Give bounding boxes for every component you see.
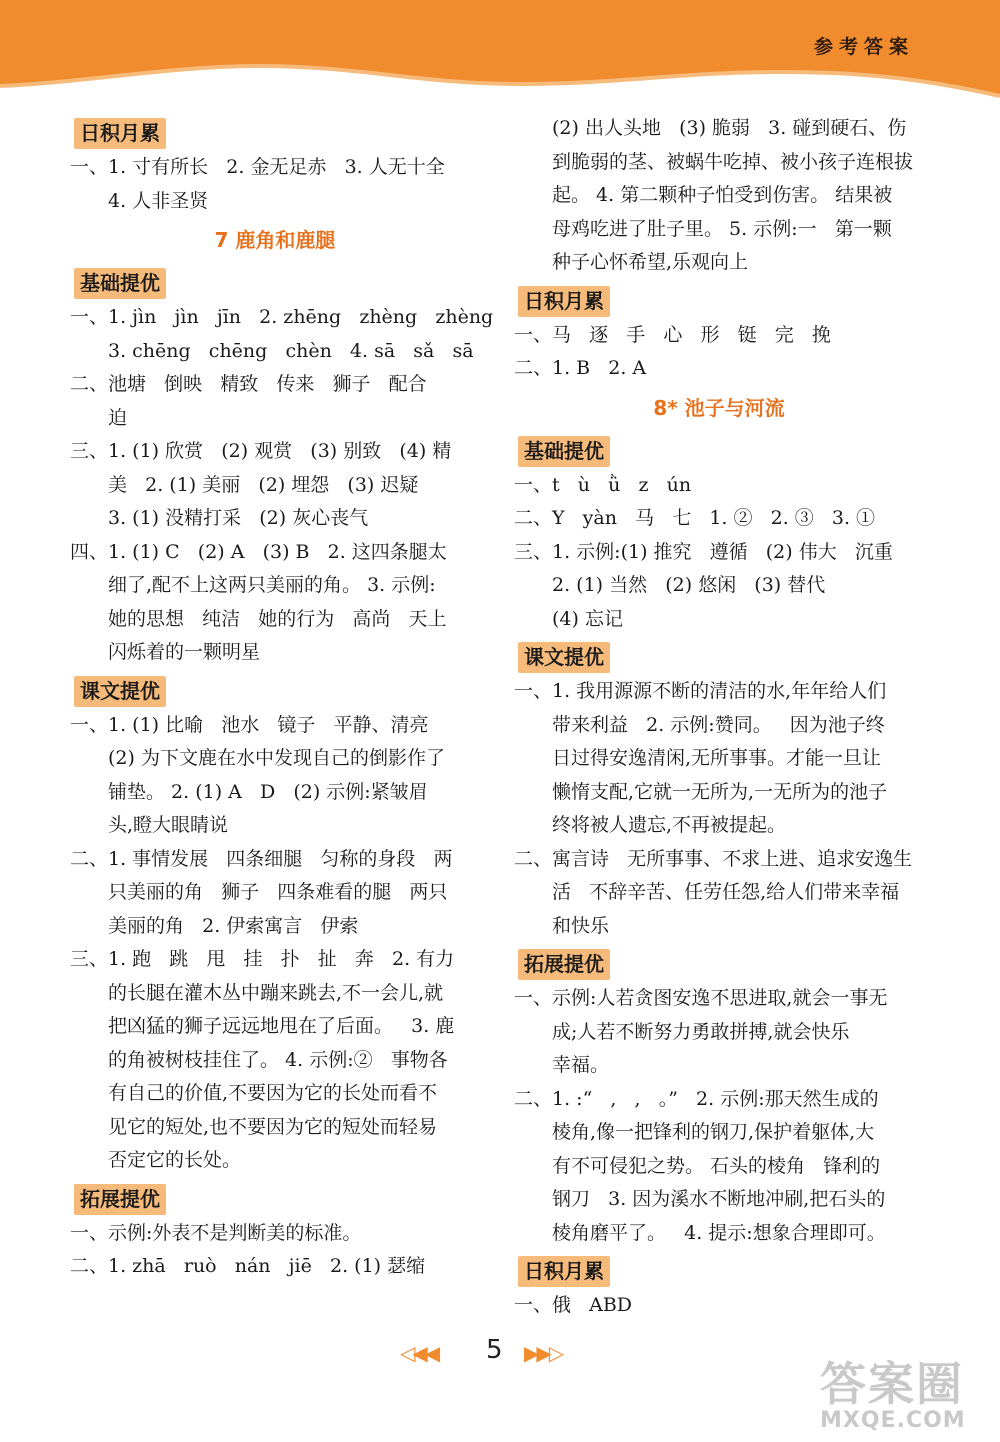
answer-line: 三、1. 跑 跳 甩 挂 扑 扯 奔 2. 有力 (70, 948, 455, 970)
answer-line: 起。 4. 第二颗种子怕受到伤害。 结果被 (552, 184, 893, 206)
answer-line: 活 不辞辛苦、任劳任怨,给人们带来幸福 (552, 881, 900, 903)
section-tag: 日积月累 (518, 1256, 610, 1287)
answer-line: 到脆弱的茎、被蜗牛吃掉、被小孩子连根拔 (552, 150, 914, 173)
answer-line: 美丽的角 2. 伊索寓言 伊索 (108, 914, 359, 937)
section-tag: 拓展提优 (518, 949, 610, 980)
section-tag: 课文提优 (74, 676, 166, 707)
answer-line: 成;人若不断努力勇敢拼搏,就会快乐 (552, 1020, 850, 1043)
answer-line: 母鸡吃进了肚子里。 5. 示例:一 第一颗 (552, 217, 892, 240)
answer-line: 4. 人非圣贤 (108, 189, 209, 212)
answer-line: 一、1. jìn jìn jīn 2. zhēng zhèng zhèng (70, 306, 494, 328)
answer-line: 棱角磨平了。 4. 提示:想象合理即可。 (552, 1221, 886, 1244)
answer-line: 懒惰支配,它就一无所为,一无所为的池子 (552, 780, 888, 803)
prev-arrows-icon: ◁◀◀ (400, 1341, 438, 1365)
answer-line: 钢刀 3. 因为溪水不断地冲刷,把石头的 (552, 1188, 886, 1210)
answer-line: 细了,配不上这两只美丽的角。 3. 示例: (108, 574, 436, 596)
page-header (0, 0, 1000, 110)
answer-line: 把凶猛的狮子远远地甩在了后面。 3. 鹿 (108, 1015, 455, 1037)
page-number: 5 (486, 1335, 503, 1365)
answer-line: 有不可侵犯之势。 石头的棱角 锋利的 (552, 1154, 881, 1177)
answer-line: 二、池塘 倒映 精致 传来 狮子 配合 (70, 373, 427, 395)
answer-line: 闪烁着的一颗明星 (108, 641, 261, 663)
answer-line: 二、寓言诗 无所事事、不求上进、追求安逸生 (514, 847, 913, 870)
answer-line: 一、马 逐 手 心 形 铤 完 挽 (514, 323, 831, 346)
answer-line: (2) 出人头地 (3) 脆弱 3. 碰到硬石、伤 (552, 117, 907, 139)
answer-line: 否定它的长处。 (108, 1149, 242, 1171)
answer-line: 2. (1) 当然 (2) 悠闲 (3) 替代 (552, 574, 826, 596)
section-tag: 基础提优 (74, 268, 166, 299)
answer-line: 头,瞪大眼睛说 (108, 814, 229, 836)
left-column (70, 112, 494, 1284)
answer-line: 有自己的价值,不要因为它的长处而看不 (108, 1082, 438, 1104)
answer-line: 3. chēng chēng chèn 4. sā sǎ sā (108, 339, 474, 362)
answer-line: 终将被人遗忘,不再被提起。 (552, 814, 787, 836)
section-tag: 拓展提优 (74, 1184, 166, 1215)
right-column (514, 112, 924, 1323)
header-title: 参考答案 (813, 36, 914, 58)
section-tag: 课文提优 (518, 642, 610, 673)
answer-line: 二、1. zhā ruò nán jiē 2. (1) 瑟缩 (70, 1255, 426, 1277)
answer-line: 的长腿在灌木丛中蹦来跳去,不一会儿,就 (108, 981, 444, 1004)
answer-line: 3. (1) 没精打采 (2) 灰心丧气 (108, 507, 369, 529)
answer-line: 三、1. 示例:(1) 推究 遵循 (2) 伟大 沉重 (514, 540, 893, 563)
answer-line: 二、1. B 2. A (514, 357, 647, 379)
watermark-main: 答案圈 (820, 1357, 964, 1411)
answer-line: 一、1. 我用源源不断的清洁的水,年年给人们 (514, 680, 887, 702)
answer-line: 种子心怀希望,乐观向上 (552, 251, 749, 273)
answer-line: 的角被树枝挂住了。 4. 示例:② 事物各 (108, 1048, 448, 1071)
answer-line: 日过得安逸清闲,无所事事。才能一旦让 (552, 747, 882, 769)
answer-line: 和快乐 (552, 914, 610, 937)
section-tag: 日积月累 (74, 118, 166, 149)
watermark-site: MXQE.COM (820, 1408, 966, 1433)
answer-line: 一、t ù ǜ z ún (514, 473, 692, 496)
answer-line: 一、1. 寸有所长 2. 金无足赤 3. 人无十全 (70, 156, 445, 178)
section-tag: 基础提优 (518, 436, 610, 467)
lesson-title: 8* 池子与河流 (653, 395, 785, 420)
answer-line: 一、俄 ABD (514, 1294, 633, 1316)
answer-line: 幸福。 (552, 1054, 610, 1076)
next-arrows-icon: ▶▶▷ (524, 1341, 562, 1365)
answer-line: 一、示例:外表不是判断美的标准。 (70, 1221, 362, 1244)
answer-line: (4) 忘记 (552, 607, 623, 630)
answer-line: 棱角,像一把锋利的钢刀,保护着躯体,大 (552, 1121, 875, 1143)
answer-line: 她的思想 纯洁 她的行为 高尚 天上 (108, 607, 447, 630)
answer-line: 一、示例:人若贪图安逸不思进取,就会一事无 (514, 987, 888, 1009)
answer-line: 美 2. (1) 美丽 (2) 埋怨 (3) 迟疑 (108, 473, 419, 496)
answer-line: 二、Y yàn 马 七 1. ② 2. ③ 3. ① (514, 507, 876, 529)
answer-line: 二、1. 事情发展 四条细腿 匀称的身段 两 (70, 847, 453, 870)
answer-line: (2) 为下文鹿在水中发现自己的倒影作了 (108, 747, 445, 769)
answer-line: 迫 (108, 406, 128, 429)
watermark-logo (820, 1348, 990, 1433)
answer-line: 一、1. (1) 比喻 池水 镜子 平静、清亮 (70, 713, 429, 736)
answer-line: 二、1. :“ , , 。” 2. 示例:那天然生成的 (514, 1087, 879, 1110)
lesson-title: 7 鹿角和鹿腿 (214, 228, 336, 252)
answer-line: 三、1. (1) 欣赏 (2) 观赏 (3) 别致 (4) 精 (70, 440, 452, 462)
answer-line: 见它的短处,也不要因为它的短处而轻易 (108, 1115, 438, 1138)
answer-line: 铺垫。 2. (1) A D (2) 示例:紧皱眉 (108, 780, 428, 803)
answer-line: 四、1. (1) C (2) A (3) B 2. 这四条腿太 (70, 540, 447, 563)
section-tag: 日积月累 (518, 286, 610, 317)
answer-line: 只美丽的角 狮子 四条难看的腿 两只 (108, 881, 448, 903)
answer-line: 带来利益 2. 示例:赞同。 因为池子终 (552, 713, 885, 736)
